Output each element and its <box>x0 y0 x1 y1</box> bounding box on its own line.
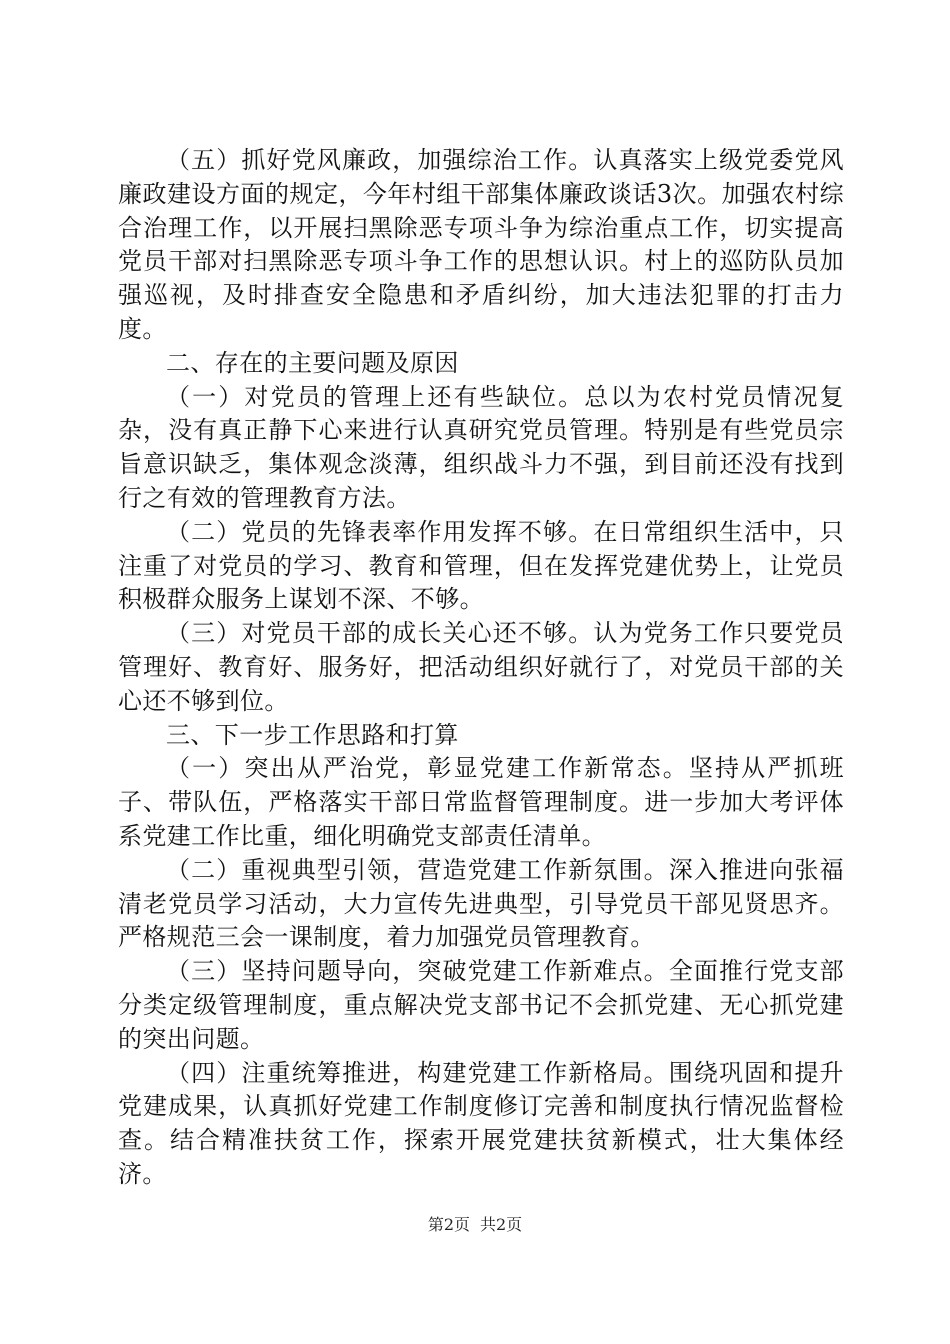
page-number: 第2页 <box>427 1215 470 1234</box>
page-footer <box>0 1215 950 1235</box>
paragraph-cadre-growth: （三）对党员干部的成长关心还不够。认为党务工作只要党员管理好、教育好、服务好，把活动组织好就行了，对党员干部的关心还不够到位。 <box>118 619 844 715</box>
paragraph-strict-governance: （一）突出从严治党，彰显党建工作新常态。坚持从严抓班子、带队伍，严格落实干部日常监督管理制度。进一步加大考评体系党建工作比重，细化明确党支部责任清单。 <box>118 754 844 850</box>
section-heading-next-steps: 三、下一步工作思路和打算 <box>166 720 459 749</box>
paragraph-party-conduct: （五）抓好党风廉政，加强综治工作。认真落实上级党委党风廉政建设方面的规定，今年村组干部集体廉政谈话3次。加强农村综合治理工作，以开展扫黑除恶专项斗争为综治重点工作，切实提高党员干部对扫黑除恶专项斗争工作的思想认识。村上的巡防队员加强巡视，及时排查安全隐患和矛盾纠纷，加大违法犯罪的打击力度。 <box>118 146 844 343</box>
document-body <box>118 144 844 1192</box>
page-total: 共2页 <box>480 1215 523 1234</box>
paragraph-vanguard-role: （二）党员的先锋表率作用发挥不够。在日常组织生活中，只注重了对党员的学习、教育和管理，但在发挥党建优势上，让党员积极群众服务上谋划不深、不够。 <box>118 517 844 614</box>
paragraph-problem-oriented: （三）坚持问题导向，突破党建工作新难点。全面推行党支部分类定级管理制度，重点解决党支部书记不会抓党建、无心抓党建的突出问题。 <box>118 957 844 1053</box>
paragraph-member-management: （一）对党员的管理上还有些缺位。总以为农村党员情况复杂，没有真正静下心来进行认真研究党员管理。特别是有些党员宗旨意识缺乏，集体观念淡薄，组织战斗力不强，到目前还没有找到行之有效的管理教育方法。 <box>118 382 844 512</box>
section-heading-problems: 二、存在的主要问题及原因 <box>166 348 459 377</box>
paragraph-model-guidance: （二）重视典型引领，营造党建工作新氛围。深入推进向张福清老党员学习活动，大力宣传先进典型，引导党员干部见贤思齐。严格规范三会一课制度，着力加强党员管理教育。 <box>118 855 844 952</box>
paragraph-coordinated-advance: （四）注重统筹推进，构建党建工作新格局。围绕巩固和提升党建成果，认真抓好党建工作制度修订完善和制度执行情况监督检查。结合精准扶贫工作，探索开展党建扶贫新模式，壮大集体经济。 <box>118 1058 844 1188</box>
